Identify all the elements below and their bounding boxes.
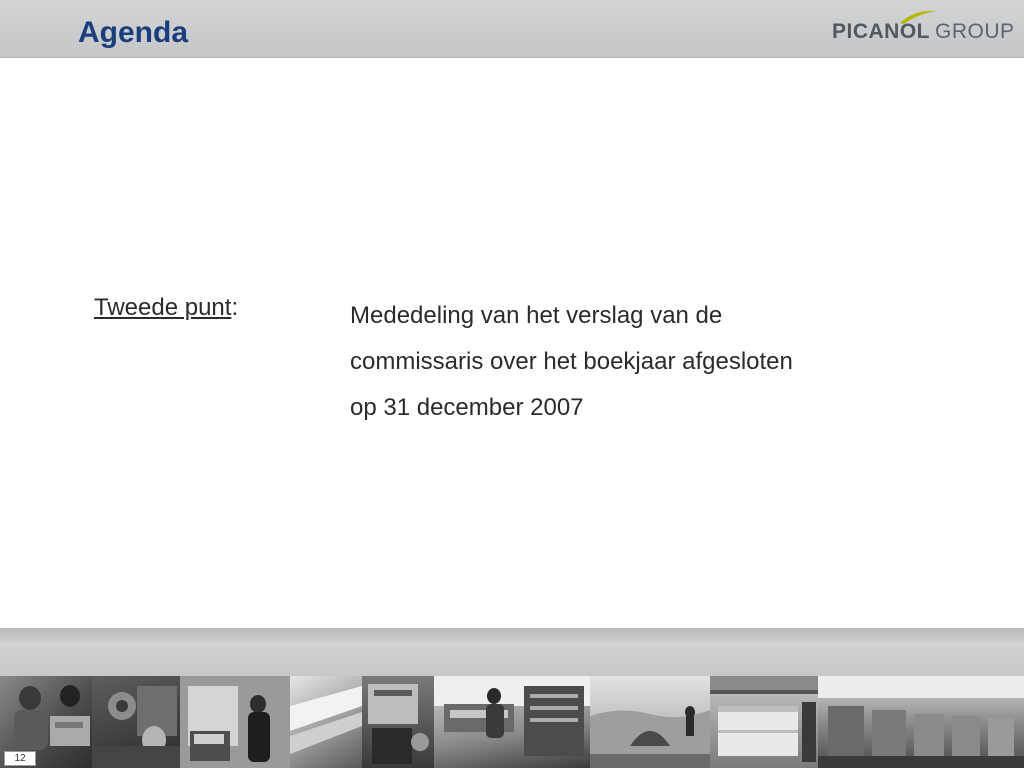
- agenda-item-label-text: Tweede punt: [94, 294, 232, 321]
- footer-band: [0, 628, 1024, 676]
- collage-photo: [92, 676, 180, 768]
- agenda-item-separator: :: [231, 294, 239, 321]
- slide-header: [0, 0, 1024, 58]
- agenda-item-line: op 31 december 2007: [350, 394, 584, 421]
- picanol-group-logo: [828, 9, 1015, 49]
- collage-photo: [818, 676, 1024, 768]
- photo-collage-strip: [0, 676, 1024, 768]
- collage-photo: [180, 676, 290, 768]
- logo-brand-text: PICANOL: [832, 20, 930, 43]
- slide-title: Agenda: [78, 16, 189, 49]
- agenda-item-label: [94, 293, 238, 323]
- collage-photo: [290, 676, 362, 768]
- logo-wordmark: [832, 20, 1015, 44]
- collage-photo: [710, 676, 818, 768]
- collage-photo: [362, 676, 434, 768]
- agenda-item-line: Mededeling van het verslag van de: [350, 302, 723, 329]
- collage-photo: [434, 676, 590, 768]
- slide-page-number: 12: [4, 751, 36, 766]
- logo-suffix-text: GROUP: [935, 20, 1015, 43]
- collage-photo: [590, 676, 710, 768]
- agenda-item-description: [350, 293, 910, 431]
- agenda-item-line: commissaris over het boekjaar afgesloten: [350, 348, 793, 375]
